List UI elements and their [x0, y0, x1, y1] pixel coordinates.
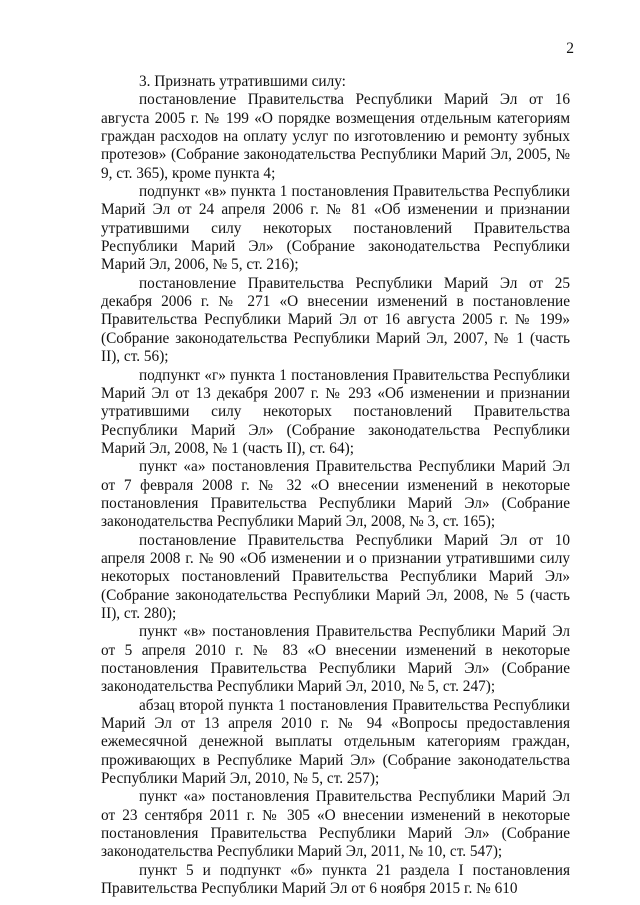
repealed-item-paragraph: пункт «в» постановления Правительства Республики Марий Эл от 5 апреля 2010 г. № 83 «О внесении изменений в некоторые постановления Правительства Республики Марий Эл» (Собрание законодательства Республики Марий Эл, 2010, № 5, ст. 247);: [101, 623, 570, 696]
page-number: 2: [566, 40, 574, 57]
repealed-item-paragraph: подпункт «в» пункта 1 постановления Правительства Республики Марий Эл от 24 апреля 2006 г. № 81 «Об изменении и признании утратившими силу некоторых постановлений Правительства Республики Марий Эл» (Собрание законодательства Республики Марий Эл, 2006, № 5, ст. 216);: [101, 183, 570, 274]
section-heading: 3. Признать утратившими силу:: [139, 73, 346, 90]
repealed-item-paragraph: пункт «а» постановления Правительства Республики Марий Эл от 23 сентября 2011 г. № 305 «О внесении изменений в некоторые постановления Правительства Республики Марий Эл» (Собрание законодательства Республики Марий Эл, 2011, № 10, ст. 547);: [101, 788, 570, 861]
repealed-item-paragraph: постановление Правительства Республики Марий Эл от 10 апреля 2008 г. № 90 «Об изменении и о признании утратившими силу некоторых постановлений Правительства Республики Марий Эл» (Собрание законодательства Республики Марий Эл, 2008, № 5 (часть II), ст. 280);: [101, 531, 570, 622]
repealed-item-paragraph: постановление Правительства Республики Марий Эл от 25 декабря 2006 г. № 271 «О внесении изменений в постановление Правительства Республики Марий Эл от 16 августа 2005 г. № 199» (Собрание законодательства Республики Марий Эл, 2007, № 1 (часть II), ст. 56);: [101, 274, 570, 366]
repealed-item-paragraph: постановление Правительства Республики Марий Эл от 16 августа 2005 г. № 199 «О порядке возмещения отдельным категориям граждан расходов на оплату услуг по изготовлению и ремонту зубных протезов» (Собрание законодательства Республики Марий Эл, 2005, № 9, ст. 365), кроме пункта 4;: [101, 91, 570, 182]
document-body: [101, 73, 570, 898]
repealed-item-paragraph: абзац второй пункта 1 постановления Правительства Республики Марий Эл от 13 апреля 2010 г. № 94 «Вопросы предоставления ежемесячной денежной выплаты отдельным категориям граждан, проживающих в Республике Марий Эл» (Собрание законодательства Республики Марий Эл, 2010, № 5, ст. 257);: [101, 696, 570, 788]
repealed-item-paragraph: пункт «а» постановления Правительства Республики Марий Эл от 7 февраля 2008 г. № 32 «О внесении изменений в некоторые постановления Правительства Республики Марий Эл» (Собрание законодательства Республики Марий Эл, 2008, № 3, ст. 165);: [101, 458, 570, 531]
repealed-item-paragraph: пункт 5 и подпункт «б» пункта 21 раздела I постановления Правительства Республики Марий Эл от 6 ноября 2015 г. № 610: [101, 861, 570, 898]
repealed-item-paragraph: подпункт «г» пункта 1 постановления Правительства Республики Марий Эл от 13 декабря 2007 г. № 293 «Об изменении и признании утратившими силу некоторых постановлений Правительства Республики Марий Эл» (Собрание законодательства Республики Марий Эл, 2008, № 1 (часть II), ст. 64);: [101, 366, 570, 457]
